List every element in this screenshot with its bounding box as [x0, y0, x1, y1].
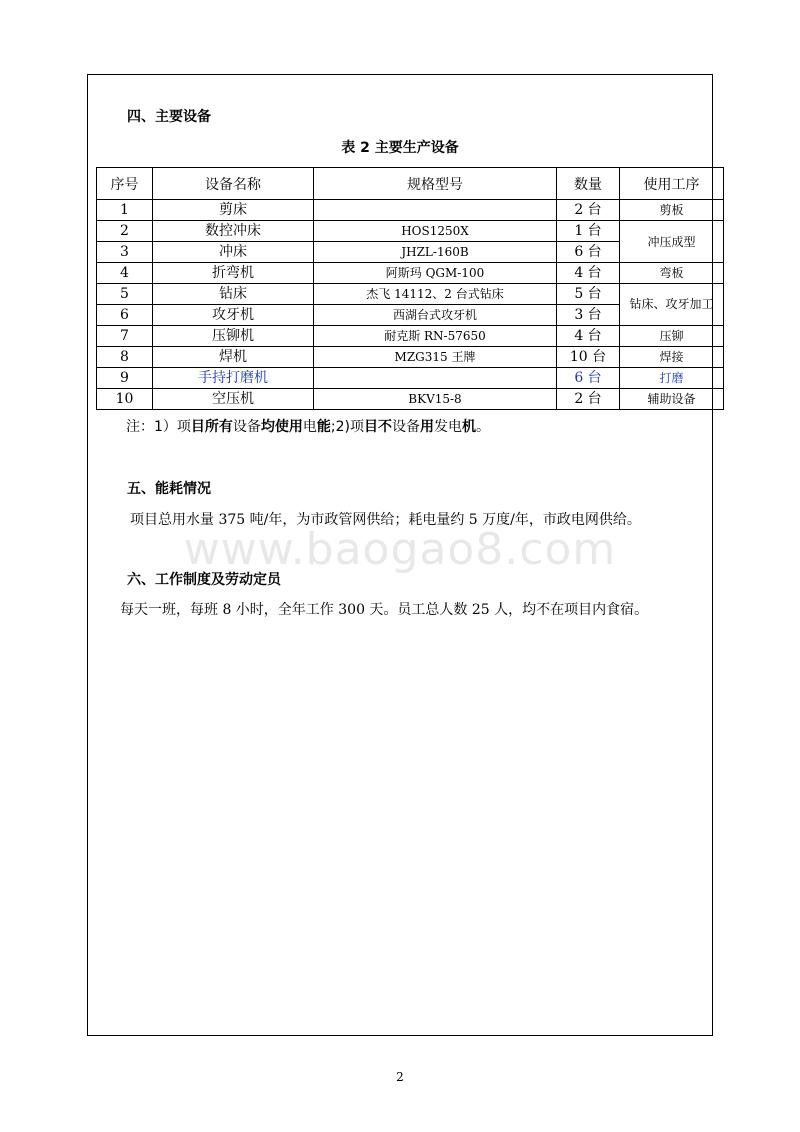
table-row [97, 284, 724, 305]
cell-qty: 2 台 [557, 200, 620, 221]
cell-name: 空压机 [153, 389, 314, 410]
section-heading-equipment: 四、主要设备 [127, 109, 211, 125]
cell-qty: 5 台 [557, 284, 620, 305]
cell-no: 3 [97, 242, 153, 263]
cell-model: HOS1250X [314, 221, 557, 242]
cell-no: 8 [97, 347, 153, 368]
note-part: 设备 [232, 419, 261, 435]
cell-qty: 4 台 [557, 263, 620, 284]
note-part-bold: 机 [462, 419, 477, 435]
cell-process: 钻床、攻牙加工 [620, 284, 724, 326]
cell-no: 9 [97, 368, 153, 389]
header-no: 序号 [97, 168, 153, 200]
cell-no: 10 [97, 389, 153, 410]
table-caption: 表 2 主要生产设备 [341, 140, 459, 156]
cell-qty: 10 台 [557, 347, 620, 368]
note-part-bold: 用 [420, 419, 435, 435]
header-name: 设备名称 [153, 168, 314, 200]
page-number: 2 [396, 1070, 404, 1084]
cell-model: 杰飞 14112、2 台式钻床 [314, 284, 557, 305]
cell-name: 折弯机 [153, 263, 314, 284]
note-part-bold: 均使用 [260, 419, 303, 435]
note-part: 注：1）项 [126, 419, 191, 435]
cell-name: 数控冲床 [153, 221, 314, 242]
cell-process: 辅助设备 [620, 389, 724, 410]
cell-no: 6 [97, 305, 153, 326]
note-part: 电 [302, 419, 317, 435]
cell-qty: 2 台 [557, 389, 620, 410]
table-row [97, 221, 724, 242]
table-row-highlighted [97, 368, 724, 389]
cell-model: 西湖台式攻牙机 [314, 305, 557, 326]
cell-name: 冲床 [153, 242, 314, 263]
note-part-bold: 目不 [364, 419, 393, 435]
section-heading-energy: 五、能耗情况 [127, 481, 211, 497]
table-row [97, 347, 724, 368]
table-row [97, 263, 724, 284]
note-part: 设备 [392, 419, 421, 435]
cell-model: BKV15-8 [314, 389, 557, 410]
cell-qty: 6 台 [557, 242, 620, 263]
table-row [97, 326, 724, 347]
cell-qty: 1 台 [557, 221, 620, 242]
section-heading-work: 六、工作制度及劳动定员 [127, 572, 281, 588]
work-paragraph: 每天一班，每班 8 小时，全年工作 300 天。员工总人数 25 人，均不在项目内食宿。 [120, 602, 649, 618]
equipment-table [96, 167, 724, 410]
cell-process: 焊接 [620, 347, 724, 368]
cell-name: 焊机 [153, 347, 314, 368]
note-part-bold: 能 [316, 419, 331, 435]
cell-no: 5 [97, 284, 153, 305]
cell-model [314, 368, 557, 389]
table-row [97, 389, 724, 410]
cell-name: 攻牙机 [153, 305, 314, 326]
note-part: 。 [476, 419, 491, 435]
cell-process: 剪板 [620, 200, 724, 221]
energy-paragraph: 项目总用水量 375 吨/年，为市政管网供给；耗电量约 5 万度/年，市政电网供给。 [130, 512, 641, 528]
cell-model: JHZL-160B [314, 242, 557, 263]
cell-no: 4 [97, 263, 153, 284]
cell-name: 钻床 [153, 284, 314, 305]
cell-model: 耐克斯 RN-57650 [314, 326, 557, 347]
cell-qty: 4 台 [557, 326, 620, 347]
cell-no: 2 [97, 221, 153, 242]
cell-name: 剪床 [153, 200, 314, 221]
cell-qty: 6 台 [557, 368, 620, 389]
note-part-bold: 目所有 [190, 419, 233, 435]
note-part: ;2)项 [330, 419, 365, 435]
cell-model: 阿斯玛 QGM-100 [314, 263, 557, 284]
table-header-row [97, 168, 724, 200]
cell-model [314, 200, 557, 221]
header-process: 使用工序 [620, 168, 724, 200]
watermark: www.baogao8.com [183, 524, 617, 575]
note-part: 发电 [434, 419, 463, 435]
header-qty: 数量 [557, 168, 620, 200]
cell-process: 弯板 [620, 263, 724, 284]
cell-process: 冲压成型 [620, 221, 724, 263]
table-note [126, 416, 490, 436]
cell-name: 手持打磨机 [153, 368, 314, 389]
table-row [97, 200, 724, 221]
cell-model: MZG315 王牌 [314, 347, 557, 368]
cell-process: 打磨 [620, 368, 724, 389]
header-model: 规格型号 [314, 168, 557, 200]
cell-name: 压铆机 [153, 326, 314, 347]
cell-no: 7 [97, 326, 153, 347]
cell-process: 压铆 [620, 326, 724, 347]
cell-no: 1 [97, 200, 153, 221]
cell-qty: 3 台 [557, 305, 620, 326]
